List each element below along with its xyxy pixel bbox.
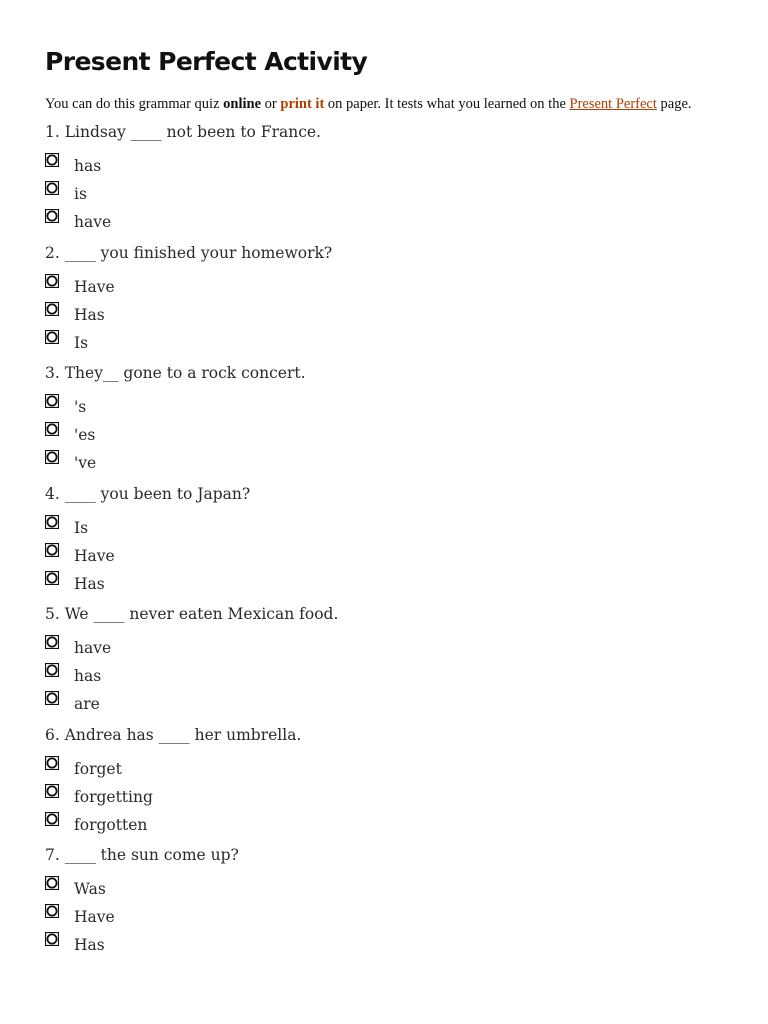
option[interactable] bbox=[45, 153, 345, 177]
radio-button-icon[interactable] bbox=[45, 450, 59, 464]
option-label: Has bbox=[74, 574, 105, 593]
option-label: is bbox=[74, 185, 87, 203]
intro-print-it: print it bbox=[280, 96, 325, 112]
radio-button-icon[interactable] bbox=[45, 209, 59, 223]
radio-button-icon[interactable] bbox=[45, 394, 59, 408]
question-5 bbox=[45, 603, 745, 724]
option[interactable] bbox=[45, 394, 345, 418]
option[interactable] bbox=[45, 209, 345, 233]
option[interactable] bbox=[45, 663, 345, 687]
option-label: Was bbox=[74, 880, 106, 898]
option-label: Is bbox=[74, 333, 89, 352]
radio-button-icon[interactable] bbox=[45, 635, 59, 649]
option[interactable] bbox=[45, 450, 345, 474]
option-label: 'es bbox=[74, 426, 96, 444]
option-label: forgotten bbox=[74, 815, 148, 834]
option[interactable] bbox=[45, 932, 345, 956]
option[interactable] bbox=[45, 543, 345, 567]
question-text: 3. They__ gone to a rock concert. bbox=[45, 364, 306, 382]
option-label: Is bbox=[74, 518, 89, 537]
radio-button-icon[interactable] bbox=[45, 932, 59, 946]
question-text: 6. Andrea has ____ her umbrella. bbox=[45, 725, 302, 744]
option-label: forgetting bbox=[74, 787, 153, 806]
question-text: 5. We ____ never eaten Mexican food. bbox=[45, 605, 339, 623]
intro-part-3: on paper. It tests what you learned on the bbox=[324, 96, 570, 112]
radio-button-icon[interactable] bbox=[45, 422, 59, 436]
option[interactable] bbox=[45, 876, 345, 900]
page-title: Present Perfect Activity bbox=[45, 47, 368, 76]
intro-part-1: You can do this grammar quiz bbox=[45, 96, 224, 112]
intro-text bbox=[45, 96, 692, 113]
option-label: Have bbox=[74, 546, 115, 565]
radio-button-icon[interactable] bbox=[45, 571, 59, 585]
option[interactable] bbox=[45, 330, 345, 354]
radio-button-icon[interactable] bbox=[45, 153, 59, 167]
question-6 bbox=[45, 724, 745, 845]
option-label: 's bbox=[74, 398, 87, 416]
question-2 bbox=[45, 242, 745, 363]
option-label: Has bbox=[74, 936, 105, 954]
present-perfect-link[interactable]: Present Perfect bbox=[569, 96, 657, 112]
option[interactable] bbox=[45, 181, 345, 205]
question-3 bbox=[45, 362, 745, 483]
radio-button-icon[interactable] bbox=[45, 756, 59, 770]
option[interactable] bbox=[45, 635, 345, 659]
option-label: Have bbox=[74, 908, 115, 926]
question-text: 7. ____ the sun come up? bbox=[45, 846, 239, 864]
option-label: 've bbox=[74, 454, 97, 472]
radio-button-icon[interactable] bbox=[45, 663, 59, 677]
option[interactable] bbox=[45, 274, 345, 298]
radio-button-icon[interactable] bbox=[45, 812, 59, 826]
radio-button-icon[interactable] bbox=[45, 904, 59, 918]
option-label: Has bbox=[74, 305, 105, 324]
option-label: have bbox=[74, 213, 112, 231]
radio-button-icon[interactable] bbox=[45, 181, 59, 195]
question-text: 4. ____ you been to Japan? bbox=[45, 484, 251, 503]
option[interactable] bbox=[45, 812, 345, 836]
radio-button-icon[interactable] bbox=[45, 543, 59, 557]
option-label: forget bbox=[74, 759, 122, 778]
option-label: has bbox=[74, 667, 102, 685]
question-1 bbox=[45, 121, 745, 242]
radio-button-icon[interactable] bbox=[45, 876, 59, 890]
question-text: 2. ____ you finished your homework? bbox=[45, 243, 333, 262]
option[interactable] bbox=[45, 904, 345, 928]
option[interactable] bbox=[45, 302, 345, 326]
option-label: have bbox=[74, 639, 112, 657]
question-7 bbox=[45, 844, 745, 965]
intro-part-2: or bbox=[261, 96, 281, 112]
radio-button-icon[interactable] bbox=[45, 274, 59, 288]
quiz bbox=[45, 121, 745, 965]
option[interactable] bbox=[45, 571, 345, 595]
option[interactable] bbox=[45, 784, 345, 808]
option[interactable] bbox=[45, 515, 345, 539]
option[interactable] bbox=[45, 691, 345, 715]
option-label: has bbox=[74, 157, 102, 175]
radio-button-icon[interactable] bbox=[45, 784, 59, 798]
intro-part-4: page. bbox=[656, 96, 692, 112]
radio-button-icon[interactable] bbox=[45, 515, 59, 529]
radio-button-icon[interactable] bbox=[45, 691, 59, 705]
radio-button-icon[interactable] bbox=[45, 302, 59, 316]
option-label: are bbox=[74, 695, 100, 713]
radio-button-icon[interactable] bbox=[45, 330, 59, 344]
option[interactable] bbox=[45, 422, 345, 446]
intro-online: online bbox=[223, 96, 262, 112]
question-text: 1. Lindsay ____ not been to France. bbox=[45, 123, 321, 141]
option-label: Have bbox=[74, 277, 115, 296]
option[interactable] bbox=[45, 756, 345, 780]
question-4 bbox=[45, 483, 745, 604]
